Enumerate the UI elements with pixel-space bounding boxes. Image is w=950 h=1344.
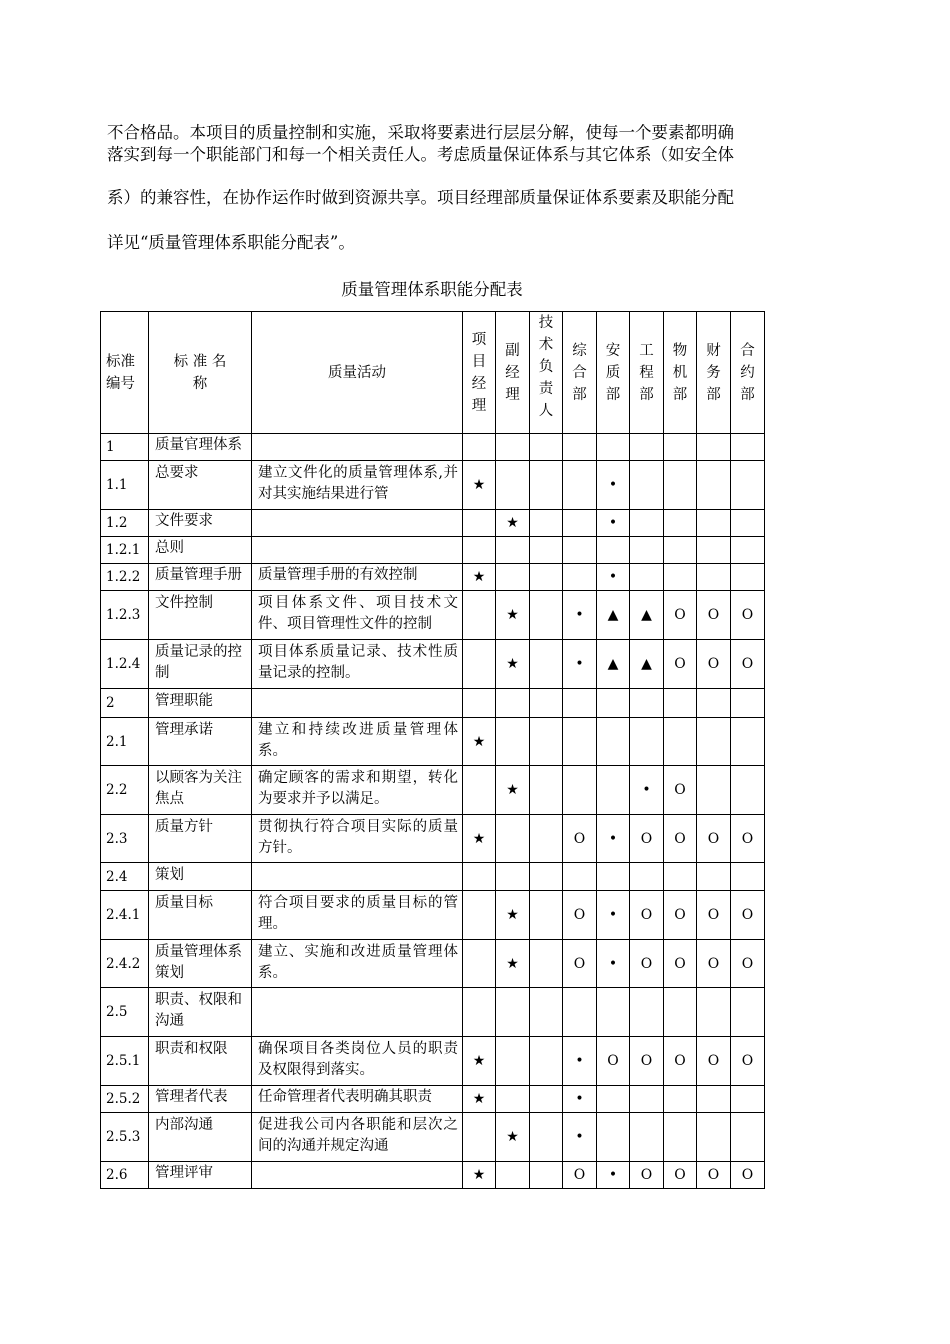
standard-no-cell: 1 [101, 434, 149, 461]
role-mark-cell: O [731, 891, 765, 940]
header-role: 项目经理 [463, 312, 496, 434]
standard-no-cell: 1.2.4 [101, 640, 149, 689]
role-mark-cell: • [597, 815, 630, 863]
role-mark-cell [630, 434, 664, 461]
table-title: 质量管理体系职能分配表 [341, 280, 523, 299]
role-mark-cell: O [630, 1037, 664, 1086]
standard-no-cell: 2 [101, 689, 149, 718]
role-mark-cell [530, 434, 563, 461]
standard-no-cell: 2.2 [101, 766, 149, 815]
role-mark-cell [731, 718, 765, 766]
role-mark-cell [496, 434, 530, 461]
standard-name-cell: 质量官理体系 [149, 434, 252, 461]
quality-activity-cell [252, 1162, 463, 1189]
standard-name-cell: 以顾客为关注焦点 [149, 766, 252, 815]
role-mark-cell [697, 988, 731, 1037]
role-mark-cell: ★ [463, 461, 496, 510]
quality-activity-cell: 建立和持续改进质量管理体系。 [252, 718, 463, 766]
role-mark-cell [697, 434, 731, 461]
role-mark-cell [597, 689, 630, 718]
role-mark-cell: • [563, 640, 597, 689]
header-role: 技术负责人 [530, 312, 563, 434]
role-mark-cell [697, 510, 731, 537]
role-mark-cell [597, 1113, 630, 1162]
table-row [101, 891, 765, 940]
role-mark-cell: • [597, 510, 630, 537]
role-mark-cell [530, 891, 563, 940]
standard-no-cell: 2.5.1 [101, 1037, 149, 1086]
role-mark-cell [664, 863, 697, 891]
role-mark-cell: ★ [463, 815, 496, 863]
role-mark-cell: O [630, 1162, 664, 1189]
standard-name-cell: 文件控制 [149, 591, 252, 640]
role-mark-cell: O [697, 815, 731, 863]
role-mark-cell [731, 1086, 765, 1113]
quality-activity-cell [252, 510, 463, 537]
table-row [101, 718, 765, 766]
role-mark-cell [664, 689, 697, 718]
role-mark-cell: ★ [463, 1162, 496, 1189]
header-role: 财务部 [697, 312, 731, 434]
role-mark-cell: ★ [463, 1037, 496, 1086]
table-row [101, 1086, 765, 1113]
role-mark-cell [530, 510, 563, 537]
role-mark-cell: O [597, 1037, 630, 1086]
role-mark-cell [597, 1086, 630, 1113]
role-mark-cell [530, 1162, 563, 1189]
role-mark-cell: O [697, 591, 731, 640]
role-mark-cell: O [630, 940, 664, 988]
table-row [101, 564, 765, 591]
role-mark-cell [463, 1113, 496, 1162]
role-mark-cell [697, 766, 731, 815]
standard-name-cell: 职责和权限 [149, 1037, 252, 1086]
role-mark-cell: O [731, 815, 765, 863]
role-mark-cell [530, 640, 563, 689]
role-mark-cell [463, 689, 496, 718]
standard-name-cell: 职责、权限和沟通 [149, 988, 252, 1037]
table-row [101, 815, 765, 863]
role-mark-cell: O [563, 940, 597, 988]
role-mark-cell: ★ [496, 640, 530, 689]
role-mark-cell: ▲ [597, 640, 630, 689]
role-mark-cell [530, 940, 563, 988]
standard-name-cell: 总要求 [149, 461, 252, 510]
table-header-row [101, 312, 765, 434]
role-mark-cell [496, 461, 530, 510]
role-mark-cell [463, 537, 496, 564]
role-mark-cell [563, 766, 597, 815]
role-mark-cell [530, 564, 563, 591]
role-mark-cell [530, 1113, 563, 1162]
role-mark-cell: O [630, 891, 664, 940]
standard-name-cell: 管理评审 [149, 1162, 252, 1189]
role-mark-cell: • [597, 891, 630, 940]
header-quality-activity: 质量活动 [252, 312, 463, 434]
standard-no-cell: 2.5.2 [101, 1086, 149, 1113]
header-standard-name: 标 准 名 称 [149, 312, 252, 434]
role-mark-cell: ★ [496, 940, 530, 988]
role-mark-cell [496, 718, 530, 766]
role-mark-cell [463, 891, 496, 940]
role-mark-cell: • [630, 766, 664, 815]
role-mark-cell [496, 988, 530, 1037]
standard-no-cell: 2.6 [101, 1162, 149, 1189]
standard-name-cell: 质量管理体系策划 [149, 940, 252, 988]
role-mark-cell [664, 718, 697, 766]
header-role: 安质部 [597, 312, 630, 434]
role-mark-cell [597, 988, 630, 1037]
role-mark-cell: • [563, 1086, 597, 1113]
header-role: 合约部 [731, 312, 765, 434]
standard-name-cell: 质量目标 [149, 891, 252, 940]
role-mark-cell [496, 1162, 530, 1189]
role-mark-cell [463, 863, 496, 891]
standard-no-cell: 2.5 [101, 988, 149, 1037]
header-standard-no: 标准编号 [101, 312, 149, 434]
role-mark-cell [630, 537, 664, 564]
role-mark-cell: O [563, 1162, 597, 1189]
standard-name-cell: 内部沟通 [149, 1113, 252, 1162]
table-row [101, 537, 765, 564]
header-role: 综合部 [563, 312, 597, 434]
role-mark-cell [731, 689, 765, 718]
table-row [101, 640, 765, 689]
standard-no-cell: 2.5.3 [101, 1113, 149, 1162]
role-mark-cell: O [731, 640, 765, 689]
quality-activity-cell: 任命管理者代表明确其职责 [252, 1086, 463, 1113]
table-row [101, 863, 765, 891]
role-mark-cell [731, 1113, 765, 1162]
quality-activity-cell: 确保项目各类岗位人员的职责及权限得到落实。 [252, 1037, 463, 1086]
table-row [101, 510, 765, 537]
role-mark-cell [697, 537, 731, 564]
standard-name-cell: 管理职能 [149, 689, 252, 718]
role-mark-cell: ★ [496, 510, 530, 537]
intro-line: 系）的兼容性，在协作运作时做到资源共享。项目经理部质量保证体系要素及职能分配 [107, 188, 734, 207]
role-mark-cell: O [697, 940, 731, 988]
role-mark-cell: ★ [463, 718, 496, 766]
role-mark-cell: • [597, 1162, 630, 1189]
quality-activity-cell: 贯彻执行符合项目实际的质量方针。 [252, 815, 463, 863]
quality-activity-cell: 符合项目要求的质量目标的管理。 [252, 891, 463, 940]
role-mark-cell [664, 1113, 697, 1162]
role-mark-cell [563, 564, 597, 591]
standard-name-cell: 质量方针 [149, 815, 252, 863]
quality-activity-cell [252, 689, 463, 718]
role-mark-cell [530, 1086, 563, 1113]
standard-name-cell: 策划 [149, 863, 252, 891]
role-mark-cell [697, 689, 731, 718]
role-mark-cell: O [664, 1162, 697, 1189]
role-mark-cell: O [664, 591, 697, 640]
role-mark-cell [731, 537, 765, 564]
role-mark-cell [664, 461, 697, 510]
table-row [101, 461, 765, 510]
role-mark-cell [530, 718, 563, 766]
role-mark-cell: O [697, 1037, 731, 1086]
standard-name-cell: 质量管理手册 [149, 564, 252, 591]
quality-activity-cell [252, 537, 463, 564]
role-mark-cell [563, 689, 597, 718]
role-mark-cell [697, 461, 731, 510]
role-mark-cell [597, 537, 630, 564]
quality-activity-cell: 促进我公司内各职能和层次之间的沟通并规定沟通 [252, 1113, 463, 1162]
standard-name-cell: 管理者代表 [149, 1086, 252, 1113]
role-mark-cell [731, 461, 765, 510]
role-mark-cell [697, 863, 731, 891]
role-mark-cell: ▲ [630, 591, 664, 640]
role-mark-cell [630, 564, 664, 591]
role-mark-cell [597, 718, 630, 766]
role-mark-cell: ★ [496, 891, 530, 940]
role-mark-cell: O [563, 891, 597, 940]
role-mark-cell: O [664, 766, 697, 815]
header-role: 工程部 [630, 312, 664, 434]
table-row [101, 766, 765, 815]
role-mark-cell: • [563, 1113, 597, 1162]
quality-activity-cell: 项目体系质量记录、技术性质量记录的控制。 [252, 640, 463, 689]
quality-activity-cell [252, 988, 463, 1037]
role-mark-cell: O [697, 640, 731, 689]
role-mark-cell [630, 1086, 664, 1113]
role-mark-cell [597, 434, 630, 461]
role-mark-cell [496, 863, 530, 891]
standard-name-cell: 管理承诺 [149, 718, 252, 766]
standard-no-cell: 1.2.1 [101, 537, 149, 564]
role-mark-cell [463, 591, 496, 640]
intro-line: 详见“质量管理体系职能分配表”。 [107, 233, 355, 252]
role-mark-cell [496, 1037, 530, 1086]
role-mark-cell [530, 461, 563, 510]
role-mark-cell: O [664, 891, 697, 940]
role-mark-cell [563, 863, 597, 891]
standard-no-cell: 1.2.3 [101, 591, 149, 640]
quality-activity-cell: 建立文件化的质量管理体系,并对其实施结果进行管 [252, 461, 463, 510]
role-mark-cell [597, 766, 630, 815]
role-mark-cell [664, 510, 697, 537]
role-mark-cell [463, 940, 496, 988]
quality-activity-cell: 建立、实施和改进质量管理体系。 [252, 940, 463, 988]
role-mark-cell: • [597, 940, 630, 988]
role-mark-cell [530, 766, 563, 815]
role-mark-cell [630, 461, 664, 510]
table-row [101, 1037, 765, 1086]
role-mark-cell [530, 591, 563, 640]
role-mark-cell [530, 815, 563, 863]
role-mark-cell [563, 988, 597, 1037]
table-row [101, 940, 765, 988]
role-mark-cell [697, 564, 731, 591]
role-mark-cell [731, 564, 765, 591]
role-mark-cell [496, 537, 530, 564]
role-mark-cell [563, 718, 597, 766]
role-mark-cell: • [597, 564, 630, 591]
standard-no-cell: 2.1 [101, 718, 149, 766]
role-mark-cell [664, 1086, 697, 1113]
role-mark-cell [496, 689, 530, 718]
role-mark-cell: O [697, 1162, 731, 1189]
standard-no-cell: 1.2 [101, 510, 149, 537]
standard-no-cell: 2.4 [101, 863, 149, 891]
role-mark-cell [664, 564, 697, 591]
role-mark-cell [731, 863, 765, 891]
intro-line: 落实到每一个职能部门和每一个相关责任人。考虑质量保证体系与其它体系（如安全体 [107, 145, 734, 164]
function-allocation-table [100, 311, 765, 1189]
standard-no-cell: 1.1 [101, 461, 149, 510]
role-mark-cell: O [731, 940, 765, 988]
role-mark-cell: ★ [463, 1086, 496, 1113]
role-mark-cell: • [563, 1037, 597, 1086]
quality-activity-cell: 确定顾客的需求和期望，转化为要求并予以满足。 [252, 766, 463, 815]
role-mark-cell [630, 1113, 664, 1162]
table-row [101, 988, 765, 1037]
table-row [101, 689, 765, 718]
quality-activity-cell: 质量管理手册的有效控制 [252, 564, 463, 591]
role-mark-cell: ★ [496, 1113, 530, 1162]
role-mark-cell: O [664, 815, 697, 863]
role-mark-cell: • [597, 461, 630, 510]
role-mark-cell [597, 863, 630, 891]
role-mark-cell [530, 1037, 563, 1086]
role-mark-cell [697, 718, 731, 766]
role-mark-cell: O [664, 1037, 697, 1086]
role-mark-cell [563, 510, 597, 537]
role-mark-cell [630, 510, 664, 537]
role-mark-cell [496, 564, 530, 591]
role-mark-cell [463, 640, 496, 689]
role-mark-cell: O [731, 1037, 765, 1086]
role-mark-cell [530, 537, 563, 564]
role-mark-cell [630, 988, 664, 1037]
table-row [101, 1162, 765, 1189]
role-mark-cell: O [731, 1162, 765, 1189]
header-role: 物机部 [664, 312, 697, 434]
role-mark-cell: ★ [496, 591, 530, 640]
role-mark-cell: O [630, 815, 664, 863]
role-mark-cell [563, 461, 597, 510]
role-mark-cell: O [664, 940, 697, 988]
standard-name-cell: 质量记录的控制 [149, 640, 252, 689]
role-mark-cell [530, 988, 563, 1037]
role-mark-cell [697, 1113, 731, 1162]
role-mark-cell: O [664, 640, 697, 689]
role-mark-cell [664, 988, 697, 1037]
standard-no-cell: 2.4.1 [101, 891, 149, 940]
role-mark-cell [463, 434, 496, 461]
role-mark-cell [630, 718, 664, 766]
role-mark-cell [697, 1086, 731, 1113]
role-mark-cell: ▲ [630, 640, 664, 689]
quality-activity-cell [252, 434, 463, 461]
role-mark-cell [731, 988, 765, 1037]
role-mark-cell: O [697, 891, 731, 940]
role-mark-cell [496, 1086, 530, 1113]
role-mark-cell: ★ [463, 564, 496, 591]
role-mark-cell [530, 689, 563, 718]
standard-no-cell: 2.3 [101, 815, 149, 863]
role-mark-cell [731, 434, 765, 461]
role-mark-cell: ▲ [597, 591, 630, 640]
role-mark-cell [731, 510, 765, 537]
role-mark-cell [630, 863, 664, 891]
quality-activity-cell: 项目体系文件、项目技术文件、项目管理性文件的控制 [252, 591, 463, 640]
role-mark-cell [463, 510, 496, 537]
header-role: 副经理 [496, 312, 530, 434]
standard-name-cell: 文件要求 [149, 510, 252, 537]
standard-no-cell: 2.4.2 [101, 940, 149, 988]
quality-activity-cell [252, 863, 463, 891]
role-mark-cell: • [563, 591, 597, 640]
role-mark-cell [664, 434, 697, 461]
table-row [101, 591, 765, 640]
standard-no-cell: 1.2.2 [101, 564, 149, 591]
role-mark-cell [463, 766, 496, 815]
standard-name-cell: 总则 [149, 537, 252, 564]
intro-line: 不合格品。本项目的质量控制和实施，采取将要素进行层层分解，使每一个要素都明确 [107, 123, 734, 142]
role-mark-cell [563, 434, 597, 461]
table-row [101, 1113, 765, 1162]
role-mark-cell: O [731, 591, 765, 640]
role-mark-cell: ★ [496, 766, 530, 815]
role-mark-cell [664, 537, 697, 564]
role-mark-cell [530, 863, 563, 891]
role-mark-cell [496, 815, 530, 863]
role-mark-cell [563, 537, 597, 564]
role-mark-cell: O [563, 815, 597, 863]
role-mark-cell [731, 766, 765, 815]
role-mark-cell [630, 689, 664, 718]
role-mark-cell [463, 988, 496, 1037]
table-row [101, 434, 765, 461]
